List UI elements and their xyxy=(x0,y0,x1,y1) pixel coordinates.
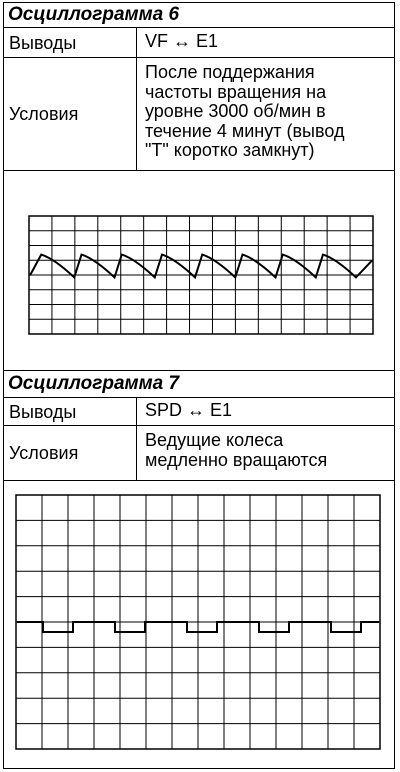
conditions-line: уровне 3000 об/мин в xyxy=(145,101,326,121)
border-line xyxy=(3,57,395,58)
border-line xyxy=(3,397,395,398)
oscillogram-sheet xyxy=(3,2,395,768)
section-title: Осциллограмма 6 xyxy=(8,4,180,25)
column-divider xyxy=(136,397,137,480)
oscilloscope-display-7 xyxy=(15,494,381,750)
conditions-line: течение 4 минут (вывод xyxy=(145,120,345,141)
pins-value: SPD ↔ E1 xyxy=(145,400,233,420)
border-line xyxy=(3,2,395,3)
pins-label: Выводы xyxy=(9,402,77,422)
section-title: Осциллограмма 7 xyxy=(8,373,180,394)
conditions-line: медленно вращаются xyxy=(145,449,328,470)
border-line xyxy=(3,27,395,28)
conditions-value xyxy=(145,431,327,470)
column-divider xyxy=(136,27,137,170)
conditions-line: частоты вращения на xyxy=(145,81,327,102)
conditions-line: "T" коротко замкнут) xyxy=(145,140,315,160)
conditions-value xyxy=(145,63,344,161)
pins-value: VF ↔ E1 xyxy=(145,31,219,51)
border-line xyxy=(394,2,395,769)
conditions-line: Ведущие колеса xyxy=(145,430,284,450)
conditions-label: Условия xyxy=(9,104,79,124)
oscilloscope-display-6 xyxy=(28,215,374,335)
border-line xyxy=(3,425,395,426)
border-line xyxy=(3,480,395,481)
border-line xyxy=(3,2,4,768)
border-line xyxy=(3,768,395,769)
pins-label: Выводы xyxy=(9,33,77,53)
conditions-label: Условия xyxy=(9,443,79,463)
border-line xyxy=(3,170,395,171)
conditions-line: После поддержания xyxy=(145,62,315,82)
border-line xyxy=(3,370,395,371)
